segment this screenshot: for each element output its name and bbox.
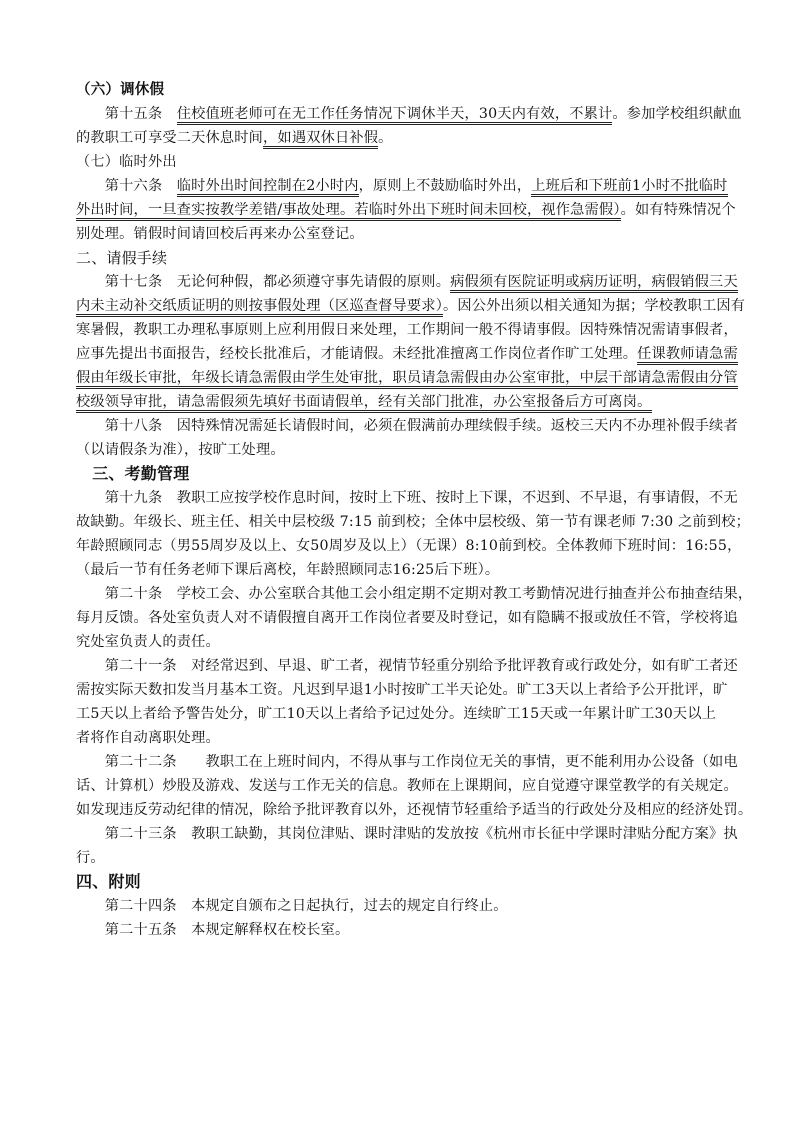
section-heading (76, 80, 164, 100)
section-heading (76, 464, 189, 484)
text-segment: 的教职工可享受二天休息时间 (76, 130, 264, 146)
text-segment: （六）调休假 (76, 81, 165, 98)
text-segment: 。因公外出须以相关通知为据；学校教职工因有 (442, 298, 746, 314)
text-line (76, 392, 652, 412)
text-line (76, 848, 105, 868)
text-segment: 四、附则 (76, 872, 141, 891)
text-segment: 如发现违反劳动纪律的情况，除给予批评教育以外，还视情节轻重给予适当的行政处分及相应的经济处罚。 (76, 802, 753, 818)
text-line (76, 608, 738, 628)
text-segment: 。 (378, 130, 393, 146)
section-heading (76, 872, 141, 892)
underlined-text: 外出时间，一旦查实按教学差错/事故处理。若临时外出下班时间未回校，视作急需假） (76, 202, 621, 218)
underlined-text: 临时外出时间控制在2小时内 (176, 178, 359, 194)
text-line (76, 488, 738, 508)
text-segment: 故缺勤。年级长、班主任、相关中层校级 7:15 前到校；全体中层校级、第一节有课老师 7:30 之前到校； (76, 514, 751, 530)
text-segment: 第十八条 因特殊情况需延长请假时间，必须在假满前办理续假手续。返校三天内不办理补假手续者 (76, 418, 738, 434)
text-line (76, 824, 738, 844)
underlined-text: 假由年级长审批，年级长请急需假由学生处审批，职员请急需假由办公室审批，中层干部请急需假由分管 (76, 370, 738, 386)
text-segment: 第十九条 教职工应按学校作息时间，按时上下班、按时上下课，不迟到、不早退，有事请假，不无 (76, 490, 738, 506)
text-line (76, 440, 285, 460)
text-segment: 究处室负责人的责任。 (76, 634, 220, 650)
text-segment: 二、请假手续 (76, 249, 168, 267)
text-segment: 话、计算机）炒股及游戏、发送与工作无关的信息。教师在上课期间，应自觉遵守课堂教学的有关规定。 (76, 778, 738, 794)
text-line (76, 560, 499, 580)
text-segment: 。如有特殊情况个 (620, 202, 736, 218)
text-segment: 年龄照顾同志（男55周岁及以上、女50周岁及以上）（无课）8:10前到校。全体教师下班时间：16:55， (76, 538, 742, 554)
text-segment: 第十五条 (76, 106, 177, 122)
text-segment: 第二十三条 教职工缺勤，其岗位津贴、课时津贴的发放按《杭州市长征中学课时津贴分配方案》执 (76, 826, 738, 842)
underlined-text: 上班后和下班前1小时不批临时 (531, 178, 728, 194)
text-segment: 别处理。销假时间请回校后再来办公室登记。 (76, 226, 364, 242)
underlined-text: 任课教师请急需 (637, 346, 738, 362)
text-line (76, 128, 393, 148)
text-segment: 者将作自动离职处理。 (76, 730, 220, 746)
underlined-text: 病假须有医院证明或病历证明，病假销假三天 (450, 274, 738, 290)
section-heading (76, 248, 167, 268)
text-segment: 应事先提出书面报告，经校长批准后，才能请假。未经批准擅离工作岗位者作旷工处理。 (76, 346, 638, 362)
text-segment: 第二十条 学校工会、办公室联合其他工会小组定期不定期对教工考勤情况进行抽查并公布抽查结果， (76, 586, 753, 602)
text-segment: （最后一节有任务老师下课后离校，年龄照顾同志16:25后下班）。 (76, 562, 500, 578)
underlined-text: 校级领导审批，请急需假须先填好书面请假单，经有关部门批准，办公室报备后方可离岗。 (76, 394, 652, 410)
text-segment: 三、考勤管理 (76, 464, 190, 483)
underlined-text: 内未主动补交纸质证明的则按事假处理（区巡查督导要求） (76, 298, 443, 314)
text-line (76, 272, 738, 292)
text-segment: （七）临时外出 (76, 154, 177, 170)
text-line (76, 104, 742, 124)
text-line (76, 320, 738, 340)
text-line (76, 416, 738, 436)
text-line (76, 296, 745, 316)
text-segment: 第二十二条 教职工在上班时间内，不得从事与工作岗位无关的事情，更不能利用办公设备（如电 (76, 754, 738, 770)
text-line (76, 512, 750, 532)
text-line (76, 176, 728, 196)
text-line (76, 224, 364, 244)
text-line (76, 800, 752, 820)
text-line (76, 776, 738, 796)
text-line (76, 752, 738, 772)
text-line (76, 896, 508, 916)
text-line (76, 704, 716, 724)
text-segment: 寒暑假，教职工办理私事原则上应利用假日来处理，工作期间一般不得请事假。因特殊情况需请事假者， (76, 322, 738, 338)
text-line (76, 728, 220, 748)
text-segment: 第十六条 (76, 178, 177, 194)
text-segment: 第二十五条 本规定解释权在校长室。 (76, 922, 350, 938)
text-line (76, 920, 349, 940)
text-line (76, 680, 728, 700)
underlined-text: ，如遇双休日补假 (263, 130, 379, 146)
text-segment: 需按实际天数扣发当月基本工资。凡迟到早退1小时按旷工半天论处。旷工3天以上者给予公开批评，旷 (76, 682, 728, 698)
underlined-text: 住校值班老师可在无工作任务情况下调休半天，30天内有效，不累计 (176, 106, 613, 122)
text-segment: 第二十一条 对经常迟到、早退、旷工者，视情节轻重分别给予批评教育或行政处分，如有旷工者还 (76, 658, 738, 674)
text-line (76, 536, 741, 556)
text-line (76, 344, 738, 364)
text-line (76, 584, 752, 604)
text-line (76, 152, 177, 172)
text-line (76, 368, 738, 388)
text-line (76, 632, 220, 652)
text-segment: 每月反馈。各处室负责人对不请假擅自离开工作岗位者要及时登记，如有隐瞒不报或放任不管，学校将追 (76, 610, 738, 626)
text-line (76, 200, 736, 220)
text-segment: 第二十四条 本规定自颁布之日起执行，过去的规定自行终止。 (76, 898, 508, 914)
text-segment: ，原则上不鼓励临时外出， (358, 178, 532, 194)
text-segment: 行。 (76, 850, 105, 866)
text-line (76, 656, 738, 676)
text-segment: 第十七条 无论何种假，都必须遵守事先请假的原则。 (76, 274, 451, 290)
text-segment: 。参加学校组织献血 (612, 106, 742, 122)
text-segment: 工5天以上者给予警告处分，旷工10天以上者给予记过处分。连续旷工15天或一年累计旷工30天以上 (76, 706, 717, 722)
text-segment: （以请假条为准），按旷工处理。 (76, 442, 285, 458)
